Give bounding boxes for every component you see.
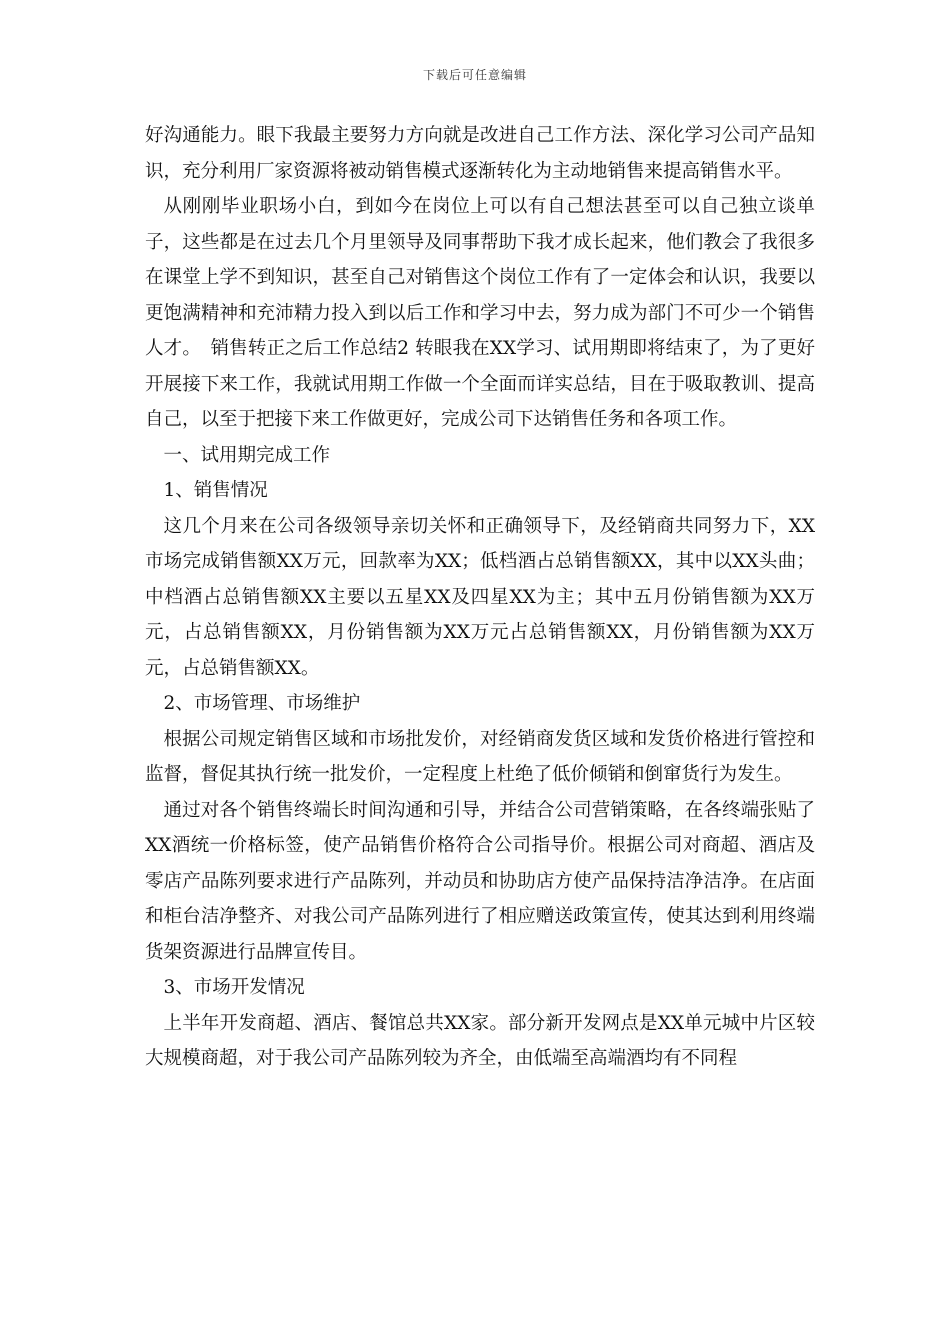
section-heading-probation-work: 一、试用期完成工作 [163,444,331,466]
page-header-note: 下载后可任意编辑 [422,68,527,82]
paragraph-sales: 这几个月来在公司各级领导亲切关怀和正确领导下，及经销商共同努力下，XX市场完成销售额XX万元，回款率为XX；低档酒占总销售额XX，其中以XX头曲；中档酒占总销售额XX主要以五星XX及四星XX为主；其中五月份销售额为XX万元，占总销售额XX，月份销售额为XX万元占总销售额XX，月份销售额为XX万元，占总销售额XX。 [145,515,815,679]
paragraph-terminal-display: 通过对各个销售终端长时间沟通和引导，并结合公司营销策略，在各终端张贴了XX酒统一价格标签，使产品销售价格符合公司指导价。根据公司对商超、酒店及零店产品陈列要求进行产品陈列，并动员和协助店方使产品保持洁净洁净。在店面和柜台洁净整齐、对我公司产品陈列进行了相应赠送政策宣传，使其达到利用终端货架资源进行品牌宣传目。 [145,799,815,963]
subheading-sales: 1、销售情况 [163,480,268,501]
subheading-market-management: 2、市场管理、市场维护 [163,693,361,714]
subheading-market-development: 3、市场开发情况 [163,977,305,998]
paragraph-growth: 从刚刚毕业职场小白，到如今在岗位上可以有自己想法甚至可以自己独立谈单子，这些都是在过去几个月里领导及同事帮助下我才成长起来，他们教会了我很多在课堂上学不到知识，甚至自己对销售这个岗位工作有了一定体会和认识，我要以更饱满精神和充沛精力投入到以后工作和学习中去，努力成为部门不可少一个销售人才。 销售转正之后工作总结2 转眼我在XX学习、试用期即将结束了，为了更好开展接下来工作，我就试用期工作做一个全面而详实总结，目在于吸取教训、提高自己，以至于把接下来工作做更好，完成公司下达销售任务和各项工作。 [145,196,815,430]
document-body [145,118,815,1077]
paragraph-price-control: 根据公司规定销售区域和市场批发价，对经销商发货区域和发货价格进行管控和监督，督促其执行统一批发价，一定程度上杜绝了低价倾销和倒窜货行为发生。 [145,728,815,785]
paragraph-market-development: 上半年开发商超、酒店、餐馆总共XX家。部分新开发网点是XX单元城中片区较大规模商超，对于我公司产品陈列较为齐全，由低端至高端酒均有不同程 [145,1012,815,1069]
paragraph-continuation: 好沟通能力。眼下我最主要努力方向就是改进自己工作方法、深化学习公司产品知识，充分利用厂家资源将被动销售模式逐渐转化为主动地销售来提高销售水平。 [145,125,815,182]
